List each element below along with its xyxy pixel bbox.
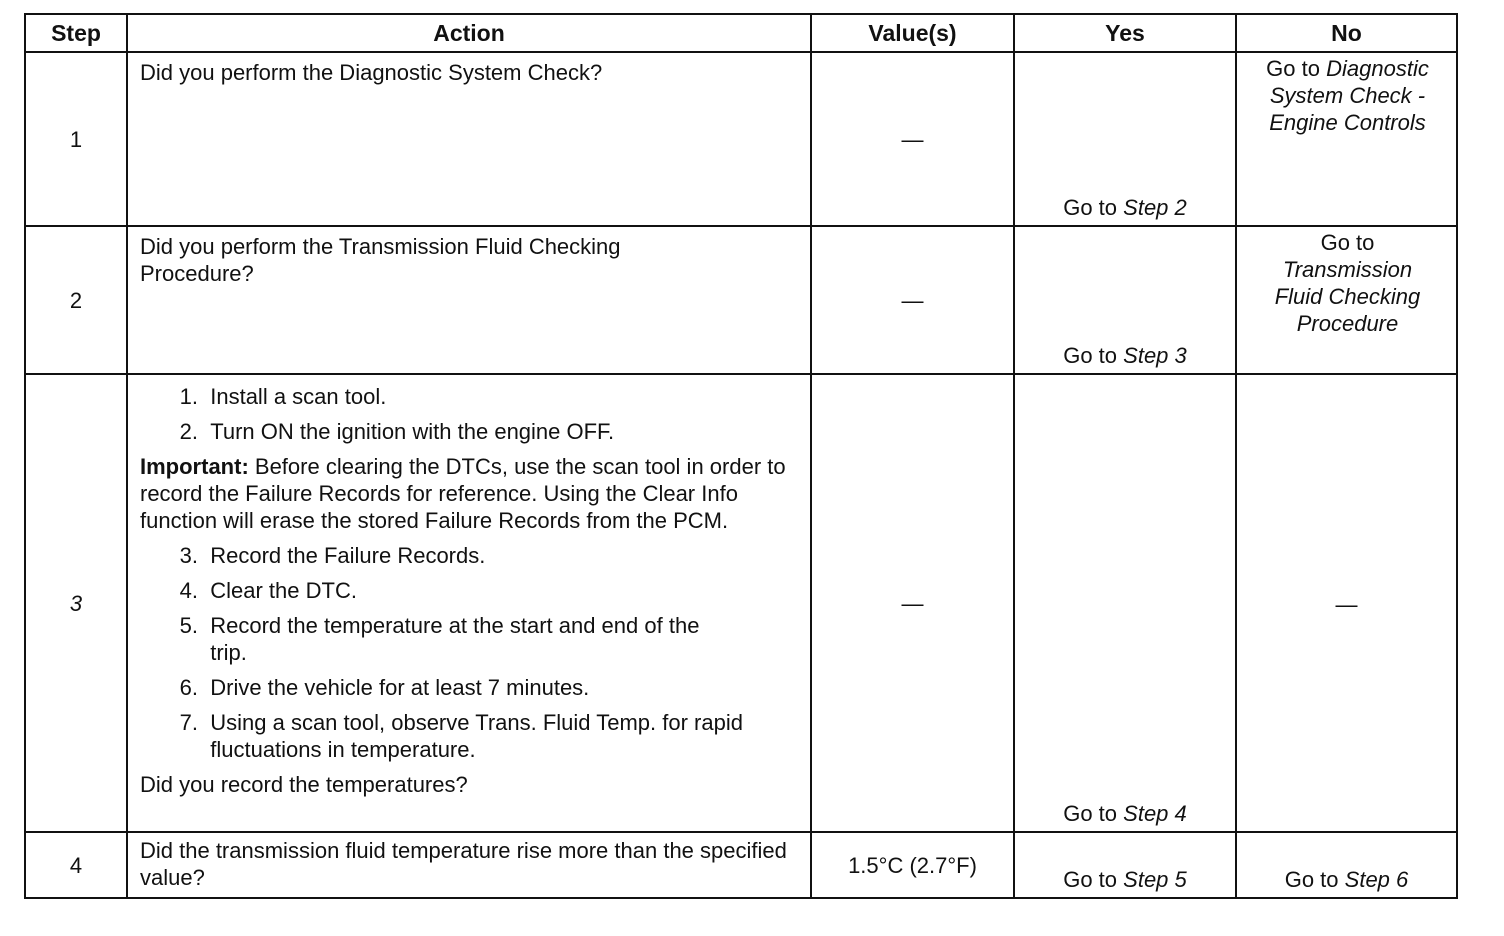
no-cell	[1236, 52, 1457, 226]
diagnostic-table	[24, 13, 1458, 899]
yes-cell	[1014, 374, 1236, 832]
no-link[interactable]: Transmission Fluid Checking Procedure	[1274, 257, 1421, 336]
action-question: Did you record the temperatures?	[140, 772, 468, 797]
header-yes: Yes	[1014, 14, 1236, 52]
important-text: Before clearing the DTCs, use the scan tool in order to record the Failure Records for reference. Using the Clear Info function will erase the stored Failure Records from the PCM.	[140, 454, 786, 533]
yes-link[interactable]: Step 2	[1123, 195, 1187, 220]
yes-prefix: Go to	[1063, 343, 1118, 368]
item-text: Using a scan tool, observe Trans. Fluid Temp. for rapid fluctuations in temperature.	[210, 710, 743, 762]
yes-prefix: Go to	[1063, 195, 1118, 220]
step-number: 3	[25, 374, 127, 832]
no-link[interactable]: Diagnostic System Check - Engine Controls	[1269, 56, 1429, 135]
action-text: Did the transmission fluid temperature rise more than the specified value?	[127, 832, 811, 898]
list-item	[140, 418, 800, 445]
yes-prefix: Go to	[1063, 867, 1118, 892]
action-list-a	[140, 383, 800, 445]
header-values: Value(s)	[811, 14, 1014, 52]
action-text: Did you perform the Transmission Fluid Checking Procedure?	[127, 226, 811, 374]
no-prefix: Go to	[1266, 56, 1320, 81]
yes-link[interactable]: Step 5	[1123, 867, 1187, 892]
yes-link[interactable]: Step 4	[1123, 801, 1187, 826]
item-number: 4.	[179, 578, 198, 603]
no-cell: —	[1236, 374, 1457, 832]
item-number: 1.	[179, 384, 198, 409]
table-row-step-3	[25, 374, 1457, 832]
item-number: 6.	[179, 675, 198, 700]
list-item	[140, 383, 800, 410]
action-text: Did you perform the Diagnostic System Check?	[127, 52, 811, 226]
yes-cell	[1014, 226, 1236, 374]
item-number: 7.	[179, 710, 198, 735]
no-cell	[1236, 226, 1457, 374]
step-number: 1	[25, 52, 127, 226]
row-1-no-mark: _	[1422, 211, 1431, 228]
no-cell	[1236, 832, 1457, 898]
list-item	[140, 612, 800, 666]
list-item	[140, 674, 800, 701]
table-row-step-1	[25, 52, 1457, 226]
yes-cell	[1014, 832, 1236, 898]
item-number: 5.	[179, 613, 198, 638]
list-item	[140, 542, 800, 569]
header-row	[25, 14, 1457, 52]
value-cell: 1.5°C (2.7°F)	[811, 832, 1014, 898]
list-item	[140, 709, 800, 763]
table-row-step-4	[25, 832, 1457, 898]
action-cell	[127, 374, 811, 832]
value-cell: —	[811, 374, 1014, 832]
no-prefix: Go to	[1284, 867, 1339, 892]
item-number: 3.	[179, 543, 198, 568]
yes-cell	[1014, 52, 1236, 226]
header-action: Action	[127, 14, 811, 52]
value-cell: —	[811, 226, 1014, 374]
important-note	[140, 453, 800, 534]
step-number: 2	[25, 226, 127, 374]
no-link[interactable]: Step 6	[1344, 867, 1409, 892]
step-number: 4	[25, 832, 127, 898]
value-cell: —	[811, 52, 1014, 226]
item-text: Turn ON the ignition with the engine OFF.	[210, 419, 615, 444]
table-row-step-2	[25, 226, 1457, 374]
item-text: Record the temperature at the start and end of the trip.	[210, 613, 700, 665]
item-text: Drive the vehicle for at least 7 minutes.	[210, 675, 590, 700]
no-prefix: Go to	[1320, 230, 1375, 255]
header-step: Step	[25, 14, 127, 52]
list-item	[140, 577, 800, 604]
yes-prefix: Go to	[1063, 801, 1118, 826]
item-text: Clear the DTC.	[210, 578, 357, 603]
action-list-b	[140, 542, 800, 763]
item-text: Record the Failure Records.	[210, 543, 486, 568]
item-text: Install a scan tool.	[210, 384, 387, 409]
item-number: 2.	[179, 419, 198, 444]
yes-link[interactable]: Step 3	[1123, 343, 1187, 368]
important-label: Important:	[140, 454, 249, 479]
header-no: No	[1236, 14, 1457, 52]
